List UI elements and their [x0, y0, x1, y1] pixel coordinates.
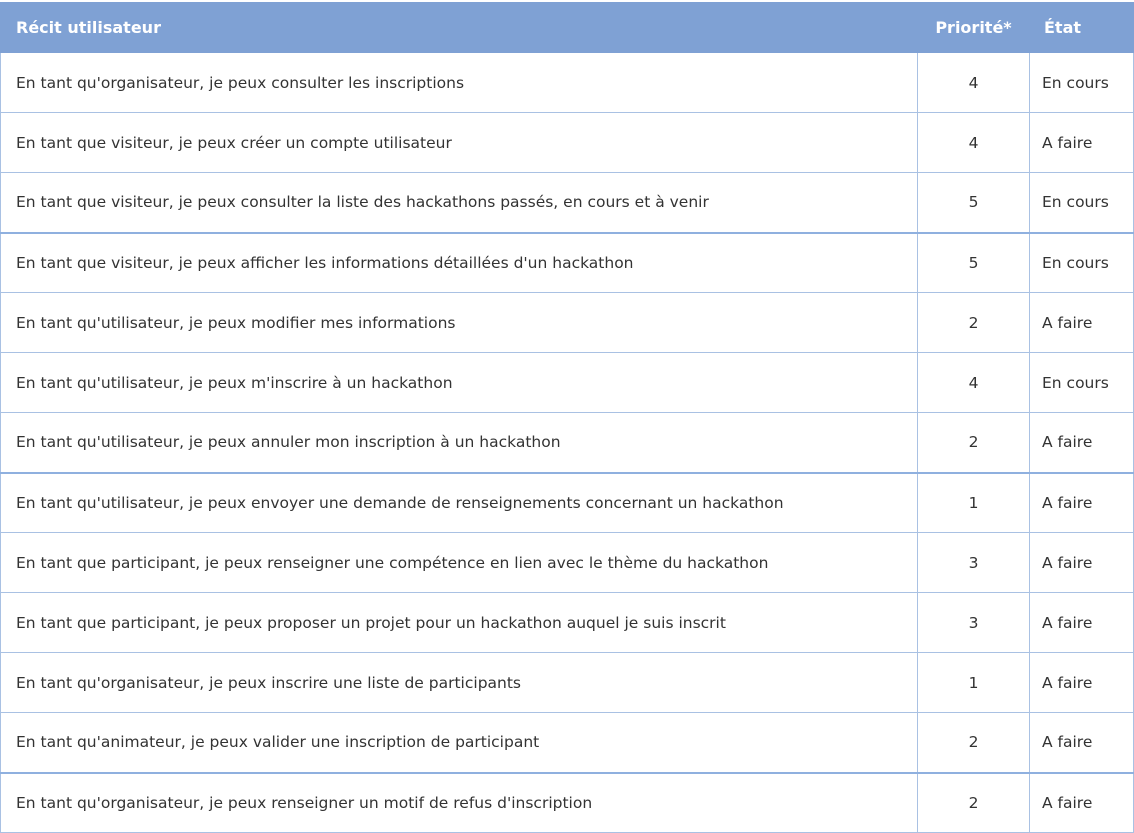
priority-cell: 4 — [918, 113, 1030, 173]
state-cell: A faire — [1030, 713, 1134, 773]
table-row — [1, 53, 1134, 113]
story-cell: En tant qu'utilisateur, je peux modifier mes informations — [1, 293, 918, 353]
table-row — [1, 113, 1134, 173]
table-row — [1, 773, 1134, 833]
priority-cell: 2 — [918, 413, 1030, 473]
state-cell: A faire — [1030, 113, 1134, 173]
header-priority: Priorité* — [918, 3, 1030, 53]
table-row — [1, 593, 1134, 653]
state-cell: En cours — [1030, 353, 1134, 413]
state-cell: A faire — [1030, 293, 1134, 353]
story-cell: En tant que participant, je peux proposer un projet pour un hackathon auquel je suis inscrit — [1, 593, 918, 653]
table-row — [1, 473, 1134, 533]
state-cell: En cours — [1030, 53, 1134, 113]
story-cell: En tant que visiteur, je peux afficher les informations détaillées d'un hackathon — [1, 233, 918, 293]
header-story: Récit utilisateur — [1, 3, 918, 53]
table-row — [1, 233, 1134, 293]
priority-cell: 2 — [918, 293, 1030, 353]
story-cell: En tant qu'utilisateur, je peux envoyer une demande de renseignements concernant un hackathon — [1, 473, 918, 533]
story-cell: En tant qu'organisateur, je peux inscrire une liste de participants — [1, 653, 918, 713]
priority-cell: 5 — [918, 173, 1030, 233]
table-row — [1, 353, 1134, 413]
priority-cell: 3 — [918, 533, 1030, 593]
priority-cell: 2 — [918, 713, 1030, 773]
story-cell: En tant qu'animateur, je peux valider une inscription de participant — [1, 713, 918, 773]
table-header — [1, 3, 1134, 53]
state-cell: A faire — [1030, 473, 1134, 533]
state-cell: A faire — [1030, 773, 1134, 833]
state-cell: A faire — [1030, 413, 1134, 473]
state-cell: A faire — [1030, 653, 1134, 713]
priority-cell: 1 — [918, 473, 1030, 533]
user-stories-table-container — [0, 2, 1133, 833]
state-cell: En cours — [1030, 233, 1134, 293]
priority-cell: 4 — [918, 353, 1030, 413]
state-cell: A faire — [1030, 533, 1134, 593]
state-cell: En cours — [1030, 173, 1134, 233]
story-cell: En tant que visiteur, je peux consulter la liste des hackathons passés, en cours et à venir — [1, 173, 918, 233]
state-cell: A faire — [1030, 593, 1134, 653]
user-stories-table — [0, 2, 1134, 833]
table-row — [1, 173, 1134, 233]
header-row — [1, 3, 1134, 53]
priority-cell: 1 — [918, 653, 1030, 713]
story-cell: En tant que participant, je peux renseigner une compétence en lien avec le thème du hackathon — [1, 533, 918, 593]
table-row — [1, 413, 1134, 473]
priority-cell: 4 — [918, 53, 1030, 113]
table-row — [1, 713, 1134, 773]
story-cell: En tant qu'organisateur, je peux renseigner un motif de refus d'inscription — [1, 773, 918, 833]
table-row — [1, 653, 1134, 713]
table-body — [1, 53, 1134, 833]
story-cell: En tant qu'organisateur, je peux consulter les inscriptions — [1, 53, 918, 113]
story-cell: En tant qu'utilisateur, je peux annuler mon inscription à un hackathon — [1, 413, 918, 473]
priority-cell: 5 — [918, 233, 1030, 293]
priority-cell: 3 — [918, 593, 1030, 653]
priority-cell: 2 — [918, 773, 1030, 833]
table-row — [1, 293, 1134, 353]
table-row — [1, 533, 1134, 593]
header-state: État — [1030, 3, 1134, 53]
story-cell: En tant qu'utilisateur, je peux m'inscrire à un hackathon — [1, 353, 918, 413]
story-cell: En tant que visiteur, je peux créer un compte utilisateur — [1, 113, 918, 173]
